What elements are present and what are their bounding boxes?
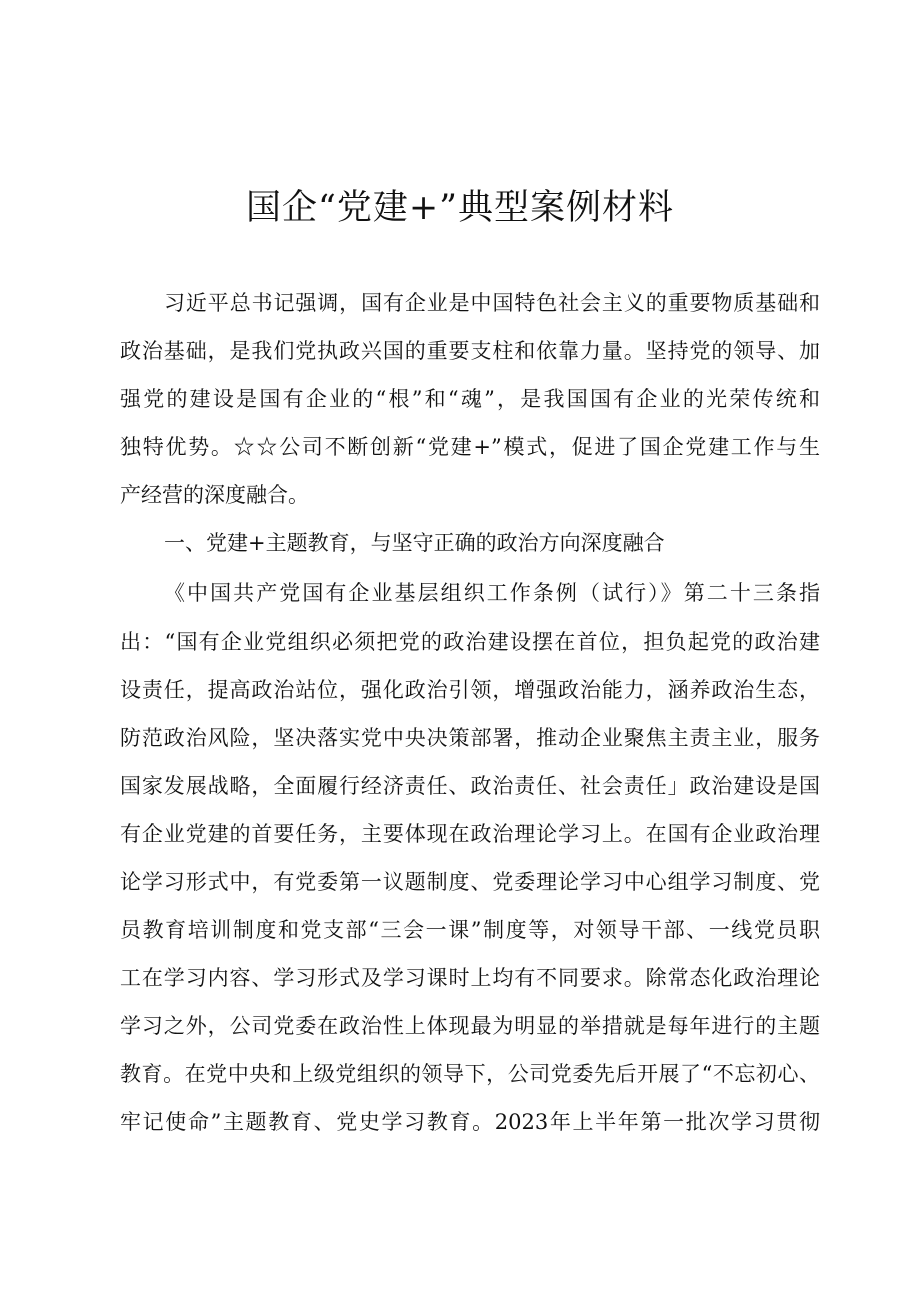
body-line: 员教育培训制度和党支部“三会一课”制度等，对领导干部、一线党员职 [120, 918, 820, 942]
body-line: 有企业党建的首要任务，主要体现在政治理论学习上。在国有企业政治理 [120, 822, 820, 846]
body-line: 教育。在党中央和上级党组织的领导下，公司党委先后开展了“不忘初心、 [120, 1062, 820, 1086]
body-line: 设责任，提高政治站位，强化政治引领，增强政治能力，涵养政治生态， [120, 678, 820, 702]
intro-line: 习近平总书记强调，国有企业是中国特色社会主义的重要物质基础和 [164, 291, 820, 315]
intro-line: 政治基础，是我们党执政兴国的重要支柱和依靠力量。坚持党的领导、加 [120, 339, 820, 363]
body-line: 《中国共产党国有企业基层组织工作条例（试行）》第二十三条指 [164, 581, 820, 605]
intro-line: 独特优势。☆☆公司不断创新“党建+”模式，促进了国企党建工作与生 [120, 435, 820, 459]
section-heading: 一、党建+主题教育，与坚守正确的政治方向深度融合 [164, 531, 665, 555]
body-line: 论学习形式中，有党委第一议题制度、党委理论学习中心组学习制度、党 [120, 870, 820, 894]
body-line: 工在学习内容、学习形式及学习课时上均有不同要求。除常态化政治理论 [120, 966, 820, 990]
body-line: 国家发展战略，全面履行经济责任、政治责任、社会责任」政治建设是国 [120, 774, 820, 798]
body-line: 出：“国有企业党组织必须把党的政治建设摆在首位，担负起党的政治建 [120, 630, 820, 654]
body-line: 防范政治风险，坚决落实党中央决策部署，推动企业聚焦主责主业，服务 [120, 726, 820, 750]
intro-line: 产经营的深度融合。 [120, 483, 309, 507]
body-line: 牢记使命”主题教育、党史学习教育。2023年上半年第一批次学习贯彻 [120, 1110, 820, 1134]
intro-line: 强党的建设是国有企业的“根”和“魂”，是我国国有企业的光荣传统和 [120, 387, 820, 411]
document-title: 国企“党建+”典型案例材料 [245, 188, 675, 228]
body-line: 学习之外，公司党委在政治性上体现最为明显的举措就是每年进行的主题 [120, 1014, 820, 1038]
